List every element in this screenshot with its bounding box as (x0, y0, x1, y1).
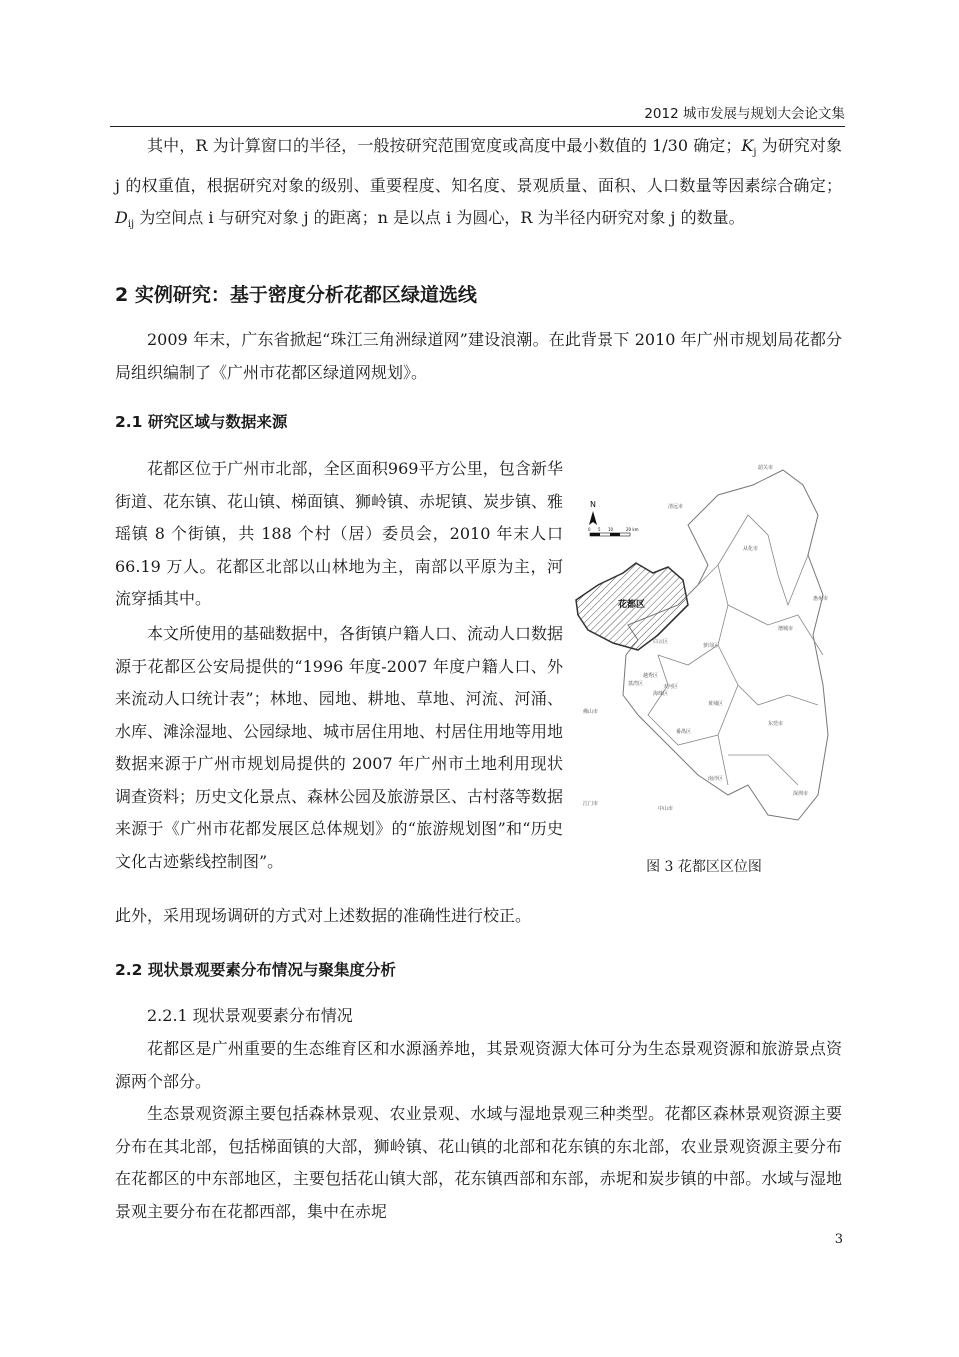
scale-tick-2: 10 (608, 527, 614, 532)
intro-paragraph (115, 130, 842, 242)
scale-tick-3: 20 km (626, 527, 639, 532)
section-2-2-1-title: 2.2.1 现状景观要素分布情况 (147, 1006, 353, 1025)
section-2-heading: 2 实例研究：基于密度分析花都区绿道选线 (115, 284, 477, 306)
map-label-conghua: 从化市 (743, 546, 759, 552)
section-2-1-heading: 2.1 研究区域与数据来源 (115, 413, 288, 431)
section-2-2-1-heading (115, 1000, 842, 1033)
map-label-zengcheng: 增城市 (778, 626, 794, 632)
running-header (110, 104, 845, 127)
huadu-label: 花都区 (618, 600, 646, 610)
location-map-figure (568, 455, 840, 835)
map-label-dongguan: 东莞市 (768, 721, 784, 727)
d-subscript: ij (127, 219, 135, 231)
inner-boundary-6 (718, 735, 798, 785)
map-label-shenzhen: 深圳市 (793, 791, 809, 797)
section-2-paragraph: 2009 年末，广东省掀起“珠江三角洲绿道网”建设浪潮。在此背景下 2010 年广州市规划局花都分局组织编制了《广州市花都区绿道网规划》。 (115, 330, 842, 382)
inner-boundary-2 (718, 515, 808, 605)
k-symbol: K (741, 136, 754, 155)
map-label-foshan: 佛山市 (583, 709, 599, 715)
map-label-jiangmen: 江门市 (583, 801, 599, 807)
header-text: 2012 城市发展与规划大会论文集 (644, 106, 845, 122)
map-label-shaoguan: 韶关市 (758, 465, 774, 471)
map-label-liwan: 荔湾区 (628, 681, 644, 687)
scale-tick-0: 0 (588, 527, 591, 532)
scale-bar (588, 527, 639, 536)
figure-caption: 图 3 花都区区位图 (646, 859, 762, 875)
section-2-1-paragraph-3: 此外，采用现场调研的方式对上述数据的准确性进行校正。 (115, 906, 532, 925)
section-2-2-paragraph-2: 生态景观资源主要包括森林景观、农业景观、水域与湿地景观三种类型。花都区森林景观资源主要分布在其北部，包括梯面镇的大部，狮岭镇、花山镇的北部和花东镇的东北部，农业景观资源主要分布在花都区的中东部地区，主要包括花山镇大部，花东镇西部和东部，赤坭和炭步镇的中部。水域与湿地景观主要分布在花都西部，集中在赤坭 (115, 1104, 842, 1221)
map-label-huangpu: 黄埔区 (708, 701, 724, 707)
location-map (568, 455, 840, 835)
inner-boundary-4 (718, 645, 818, 705)
page-number: 3 (834, 1232, 843, 1247)
d-symbol: D (115, 208, 128, 228)
map-label-panyu: 番禺区 (676, 729, 692, 735)
svg-text:N: N (590, 500, 596, 509)
map-label-tianhe: 天河区 (663, 684, 679, 690)
map-label-nansha: 南沙区 (708, 776, 724, 782)
inner-boundary-5 (648, 655, 738, 745)
intro-line1: 其中，R 为计算窗口的半径，一般按研究范围宽度或高度中最小数值的 1/30 确定； (147, 136, 742, 155)
map-label-qingyuan: 清远市 (668, 504, 684, 510)
north-arrow (589, 500, 597, 525)
map-label-yuexiu: 越秀区 (643, 673, 659, 679)
scale-tick-1: 5 (598, 527, 601, 532)
outer-region-outline (623, 470, 828, 820)
map-label-baiyun: 白云区 (653, 639, 669, 645)
inner-boundary-3 (728, 605, 823, 655)
map-label-luogang: 萝岗区 (703, 643, 719, 649)
section-2-2-paragraph-1: 花都区是广州重要的生态维育区和水源涵养地，其景观资源大体可分为生态景观资源和旅游景点资源两个部分。 (115, 1039, 842, 1091)
intro-line2b: 为空间点 i 与研究对象 j 的距离；n 是以点 i 为圆心，R 为半径内研究对象 j 的数量。 (134, 208, 745, 228)
section-2-1-paragraph-1: 花都区位于广州市北部，全区面积969平方公里，包含新华街道、花东镇、花山镇、梯面镇、狮岭镇、赤坭镇、炭步镇、雅瑶镇 8 个街镇，共 188 个村（居）委员会，2010 年末人口 66.19 万人。花都区北部以山林地为主，南部以平原为主，河流穿插其中。 (115, 459, 564, 608)
map-label-zhongshan: 中山市 (658, 806, 674, 812)
map-label-huizhou: 惠州市 (813, 596, 829, 602)
section-2-1-paragraph-2: 本文所使用的基础数据中，各街镇户籍人口、流动人口数据源于花都区公安局提供的“1996 年度-2007 年度户籍人口、外来流动人口统计表”；林地、园地、耕地、草地、河流、河涌、水库、滩涂湿地、公园绿地、城市居住用地、村居住用地等用地数据来源于广州市规划局提供的 2007 年广州市土地利用现状调查资料；历史文化景点、森林公园及旅游景区、古村落等数据来源于《广州市花都发展区总体规划》的“旅游规划图”和“历史文化古迹紫线控制图”。 (115, 624, 564, 871)
intro-line2a: 为研究对象 j 的权重值，根据研究对象的级别、重要程度、知名度、景观质量、面积、人口数量等因素综合确定； (115, 136, 842, 195)
k-subscript: j (753, 147, 757, 159)
section-2-2-heading: 2.2 现状景观要素分布情况与聚集度分析 (115, 961, 396, 979)
map-label-haizhu: 海珠区 (653, 691, 669, 697)
